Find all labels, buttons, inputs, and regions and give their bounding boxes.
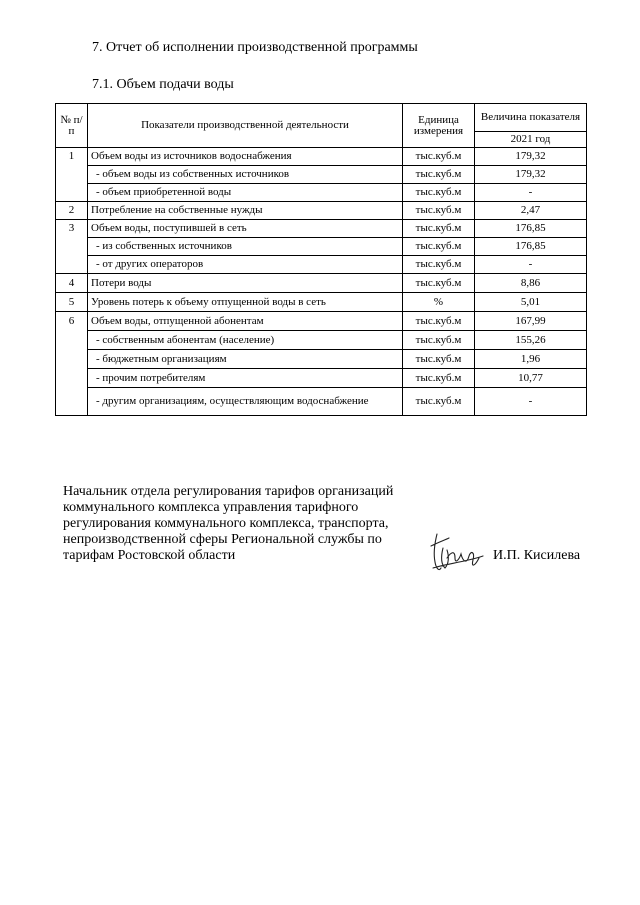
header-num: № п/п: [56, 104, 88, 148]
row-value: -: [475, 256, 587, 274]
table-row: [56, 220, 587, 238]
row-unit: тыс.куб.м: [403, 274, 475, 293]
row-value: 167,99: [475, 312, 587, 331]
row-indicator: - прочим потребителям: [88, 369, 403, 388]
footer-block: [63, 484, 443, 564]
row-unit: тыс.куб.м: [403, 256, 475, 274]
table-row: [56, 331, 587, 350]
footer-line: Начальник отдела регулирования тарифов организаций: [63, 484, 394, 499]
header-indicator: Показатели производственной деятельности: [88, 104, 403, 148]
header-value: Величина показателя: [475, 104, 587, 132]
row-unit: тыс.куб.м: [403, 369, 475, 388]
table-row: [56, 388, 587, 416]
row-value: 179,32: [475, 148, 587, 166]
table-row: [56, 184, 587, 202]
row-indicator: - из собственных источников: [88, 238, 403, 256]
row-unit: %: [403, 293, 475, 312]
row-indicator: - от других операторов: [88, 256, 403, 274]
row-indicator: - объем воды из собственных источников: [88, 166, 403, 184]
row-indicator: - другим организациям, осуществляющим водоснабжение: [88, 388, 403, 416]
table-row: [56, 202, 587, 220]
table-row: [56, 238, 587, 256]
row-value: 5,01: [475, 293, 587, 312]
header-year: 2021 год: [475, 132, 587, 148]
footer-line: непроизводственной сферы Региональной службы по: [63, 532, 382, 547]
row-value: 8,86: [475, 274, 587, 293]
row-number: [56, 350, 88, 369]
row-number: 6: [56, 312, 88, 331]
row-indicator: Уровень потерь к объему отпущенной воды в сеть: [88, 293, 403, 312]
row-number: 2: [56, 202, 88, 220]
row-unit: тыс.куб.м: [403, 148, 475, 166]
footer-line: тарифам Ростовской области: [63, 548, 236, 563]
row-number: [56, 166, 88, 184]
subsection-title: 7.1. Объем подачи воды: [92, 77, 234, 92]
row-unit: тыс.куб.м: [403, 388, 475, 416]
row-unit: тыс.куб.м: [403, 202, 475, 220]
row-indicator: Объем воды из источников водоснабжения: [88, 148, 403, 166]
row-number: 3: [56, 220, 88, 238]
table-row: [56, 369, 587, 388]
row-indicator: Объем воды, отпущенной абонентам: [88, 312, 403, 331]
signature-image: [425, 528, 487, 576]
row-unit: тыс.куб.м: [403, 331, 475, 350]
row-number: [56, 238, 88, 256]
row-number: [56, 388, 88, 416]
table-row: [56, 256, 587, 274]
footer-line: регулирования коммунального комплекса, транспорта,: [63, 516, 389, 531]
row-unit: тыс.куб.м: [403, 184, 475, 202]
table-row: [56, 166, 587, 184]
row-unit: тыс.куб.м: [403, 166, 475, 184]
footer-line: коммунального комплекса управления тарифного: [63, 500, 359, 515]
row-value: 10,77: [475, 369, 587, 388]
row-value: 1,96: [475, 350, 587, 369]
row-unit: тыс.куб.м: [403, 350, 475, 369]
row-value: 176,85: [475, 220, 587, 238]
table-row: [56, 293, 587, 312]
row-unit: тыс.куб.м: [403, 312, 475, 331]
table-row: [56, 148, 587, 166]
row-value: 155,26: [475, 331, 587, 350]
section-title: 7. Отчет об исполнении производственной программы: [92, 40, 418, 55]
header-unit: Единица измерения: [403, 104, 475, 148]
row-value: 176,85: [475, 238, 587, 256]
table-row: [56, 312, 587, 331]
row-value: -: [475, 184, 587, 202]
signer-name: И.П. Кисилева: [493, 548, 581, 563]
row-indicator: Потребление на собственные нужды: [88, 202, 403, 220]
row-number: [56, 184, 88, 202]
row-unit: тыс.куб.м: [403, 220, 475, 238]
row-number: 4: [56, 274, 88, 293]
row-indicator: Объем воды, поступившей в сеть: [88, 220, 403, 238]
row-value: 179,32: [475, 166, 587, 184]
row-unit: тыс.куб.м: [403, 238, 475, 256]
row-indicator: - бюджетным организациям: [88, 350, 403, 369]
water-supply-table: [55, 103, 587, 416]
table-row: [56, 350, 587, 369]
table-row: [56, 274, 587, 293]
row-number: [56, 256, 88, 274]
row-indicator: Потери воды: [88, 274, 403, 293]
row-number: 5: [56, 293, 88, 312]
row-value: 2,47: [475, 202, 587, 220]
row-indicator: - объем приобретенной воды: [88, 184, 403, 202]
row-indicator: - собственным абонентам (население): [88, 331, 403, 350]
row-number: [56, 369, 88, 388]
row-number: 1: [56, 148, 88, 166]
row-value: -: [475, 388, 587, 416]
row-number: [56, 331, 88, 350]
